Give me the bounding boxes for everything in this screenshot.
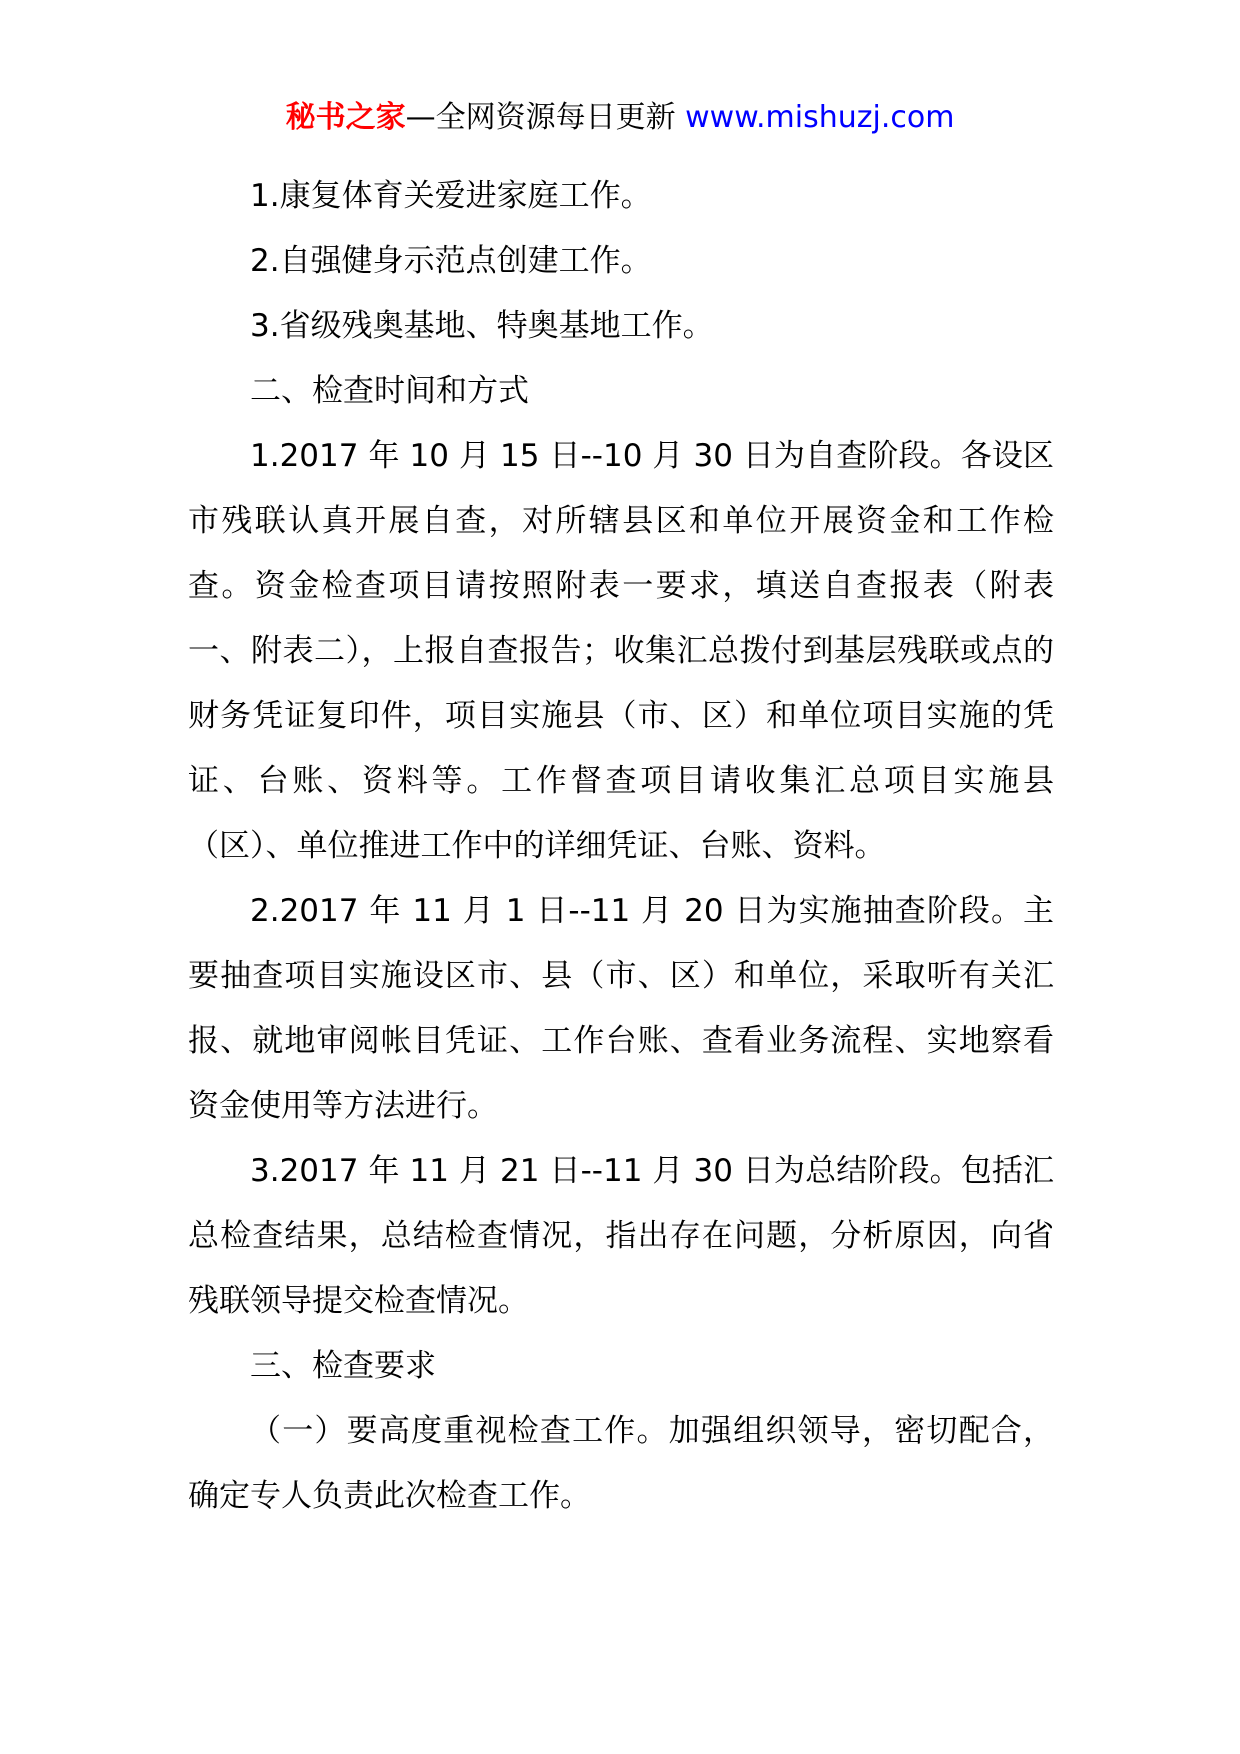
section-heading: 三、检查要求 — [250, 1348, 436, 1384]
site-url-link[interactable]: www.mishuzj.com — [685, 100, 955, 135]
paragraph: 2.2017 年 11 月 1 日--11 月 20 日为实施抽查阶段。主要抽查项目实施设区市、县（市、区）和单位，采取听有关汇报、就地审阅帐目凭证、工作台账、查看业务流程、实地察看资金使用等方法进行。 — [188, 893, 1054, 1124]
brand-name: 秘书之家 — [285, 100, 406, 135]
section-heading: 二、检查时间和方式 — [250, 373, 529, 409]
list-item: 2.自强健身示范点创建工作。 — [250, 243, 652, 279]
list-item: 3.省级残奥基地、特奥基地工作。 — [250, 308, 714, 344]
paragraph: 3.2017 年 11 月 21 日--11 月 30 日为总结阶段。包括汇总检查结果，总结检查情况，指出存在问题，分析原因，向省残联领导提交检查情况。 — [188, 1153, 1054, 1319]
header-slogan: —全网资源每日更新 — [405, 100, 676, 135]
list-item: 1.康复体育关爱进家庭工作。 — [250, 178, 652, 214]
paragraph: 1.2017 年 10 月 15 日--10 月 30 日为自查阶段。各设区市残联认真开展自查，对所辖县区和单位开展资金和工作检查。资金检查项目请按照附表一要求，填送自查报表（附表一、附表二），上报自查报告；收集汇总拨付到基层残联或点的财务凭证复印件，项目实施县（市、区）和单位项目实施的凭证、台账、资料等。工作督查项目请收集汇总项目实施县（区）、单位推进工作中的详细凭证、台账、资料。 — [188, 438, 1054, 864]
paragraph: （一）要高度重视检查工作。加强组织领导，密切配合，确定专人负责此次检查工作。 — [188, 1413, 1054, 1514]
document-body — [188, 164, 1054, 1529]
site-header — [0, 98, 1240, 138]
